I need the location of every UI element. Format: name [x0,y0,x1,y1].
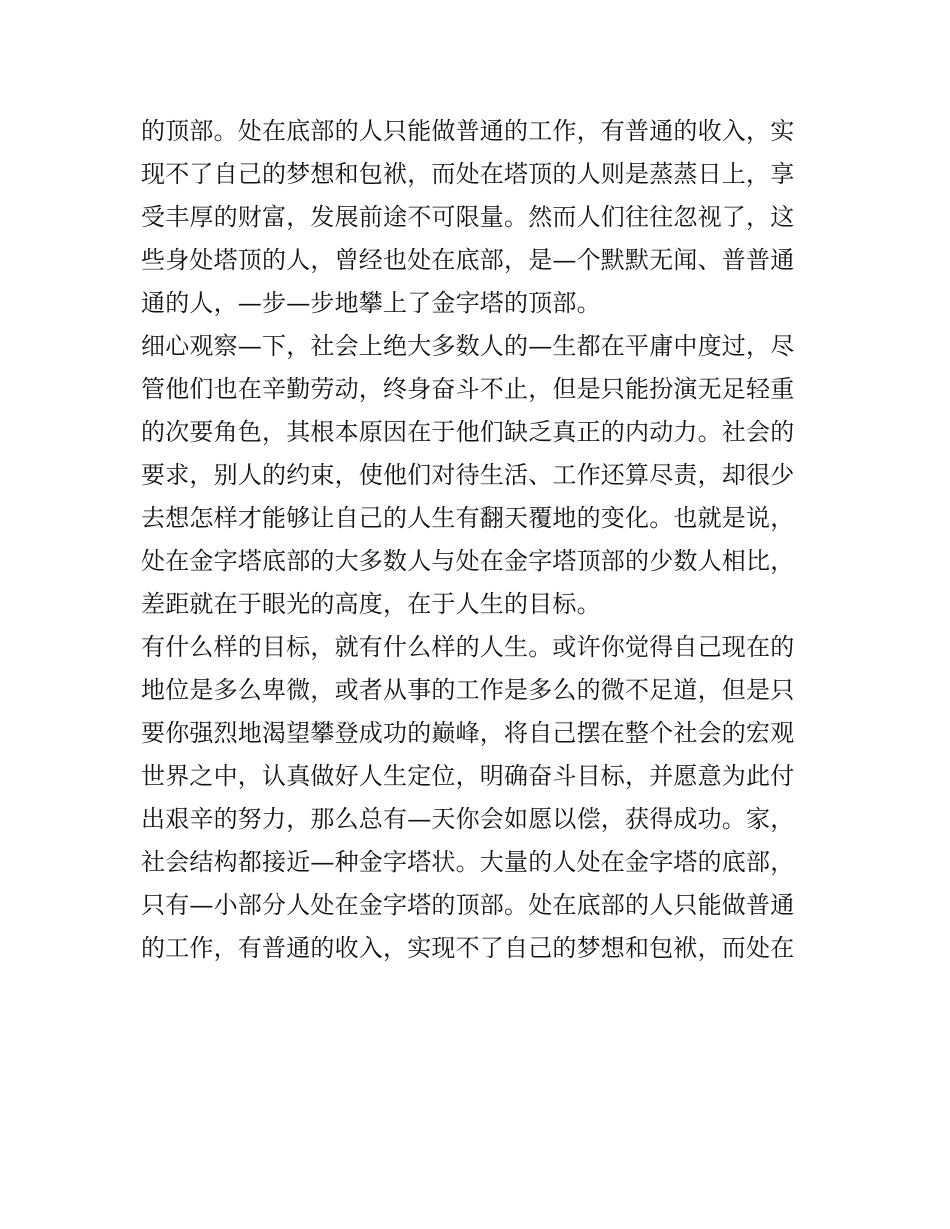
text-line: 通的人，—步—步地攀上了金字塔的顶部。 [141,289,601,317]
text-line: 受丰厚的财富，发展前途不可限量。然而人们往往忽视了，这 [141,203,795,231]
text-line: 有什么样的目标，就有什么样的人生。或许你觉得自己现在的 [141,633,795,661]
text-line: 地位是多么卑微，或者从事的工作是多么的微不足道，但是只 [141,676,795,704]
text-line: 要你强烈地渴望攀登成功的巅峰，将自己摆在整个社会的宏观 [141,719,795,747]
text-line: 处在金字塔底部的大多数人与处在金字塔顶部的少数人相比， [141,547,795,575]
text-line: 只有—小部分人处在金字塔的顶部。处在底部的人只能做普通 [141,891,795,919]
text-line: 社会结构都接近—种金字塔状。大量的人处在金字塔的底部， [141,848,795,876]
text-line: 管他们也在辛勤劳动，终身奋斗不止，但是只能扮演无足轻重 [141,375,795,403]
text-line: 要求，别人的约束，使他们对待生活、工作还算尽责，却很少 [141,461,795,489]
text-line: 去想怎样才能够让自己的人生有翻天覆地的变化。也就是说， [141,504,795,532]
text-line: 的工作，有普通的收入，实现不了自己的梦想和包袱，而处在 [141,934,795,962]
text-line: 出艰辛的努力，那么总有—天你会如愿以偿，获得成功。家， [141,805,795,833]
text-line: 的次要角色，其根本原因在于他们缺乏真正的内动力。社会的 [141,418,795,446]
text-line: 现不了自己的梦想和包袱，而处在塔顶的人则是蒸蒸日上，享 [141,160,795,188]
text-line: 差距就在于眼光的高度，在于人生的目标。 [141,590,601,618]
text-line: 世界之中，认真做好人生定位，明确奋斗目标，并愿意为此付 [141,762,795,790]
text-line: 些身处塔顶的人，曾经也处在底部，是—个默默无闻、普普通 [141,246,795,274]
body-text [141,110,813,970]
text-line: 的顶部。处在底部的人只能做普通的工作，有普通的收入，实 [141,117,795,145]
text-line: 细心观察—下，社会上绝大多数人的—生都在平庸中度过，尽 [141,332,795,360]
